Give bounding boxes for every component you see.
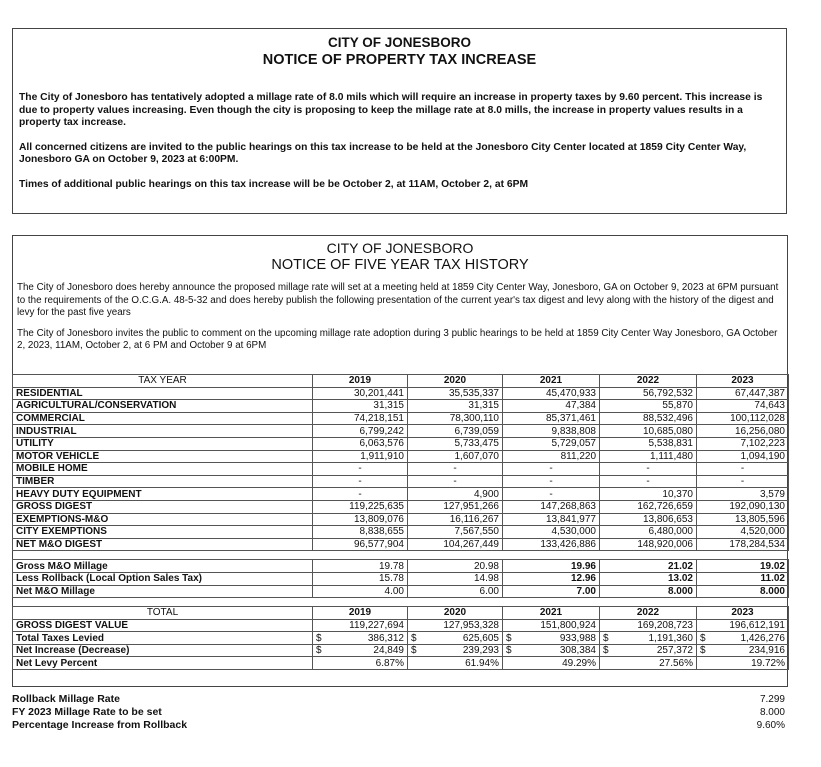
table-cell: 1,094,190 (697, 450, 789, 463)
total-header-row (13, 607, 789, 620)
row-label: MOBILE HOME (13, 463, 313, 476)
table-cell: 9,838,808 (503, 425, 600, 438)
rollback-value: 7.299 (759, 694, 785, 705)
tax-digest-table (12, 374, 789, 670)
table-cell: 31,315 (408, 400, 503, 413)
row-label: RESIDENTIAL (13, 387, 313, 400)
table-cell: 19.78 (313, 560, 408, 573)
row-label: CITY EXEMPTIONS (13, 526, 313, 539)
rollback-row (12, 706, 785, 719)
table-cell (313, 632, 408, 645)
table-cell: 119,225,635 (313, 500, 408, 513)
table-row (13, 500, 789, 513)
currency-symbol: $ (603, 645, 609, 657)
row-label: HEAVY DUTY EQUIPMENT (13, 488, 313, 501)
money-amount: 933,988 (559, 632, 596, 644)
notice1-city: CITY OF JONESBORO (327, 35, 472, 50)
currency-symbol: $ (316, 632, 322, 644)
row-label: Net M&O Millage (13, 585, 313, 598)
table-cell (697, 644, 789, 657)
table-cell: - (600, 475, 697, 488)
table-cell: - (697, 475, 789, 488)
row-label: Net Levy Percent (13, 657, 313, 670)
property-tax-increase-notice (12, 28, 787, 214)
table-cell: 8.000 (600, 585, 697, 598)
table-cell: 192,090,130 (697, 500, 789, 513)
table-cell (503, 632, 600, 645)
table-cell: 13,841,977 (503, 513, 600, 526)
table-cell (408, 644, 503, 657)
table-cell: 196,612,191 (697, 619, 789, 632)
spacer-cell (313, 551, 408, 560)
table-cell: 10,370 (600, 488, 697, 501)
table-row (13, 387, 789, 400)
table-cell: 45,470,933 (503, 387, 600, 400)
row-label: Less Rollback (Local Option Sales Tax) (13, 572, 313, 585)
table-cell: 1,607,070 (408, 450, 503, 463)
table-cell: 8.000 (697, 585, 789, 598)
row-label: Total Taxes Levied (13, 632, 313, 645)
notice1-paragraph-3: Times of additional public hearings on this tax increase will be be October 2, at 11AM, October 2, at 6PM (19, 178, 529, 190)
gross-digest-value-row (13, 619, 789, 632)
table-cell: 16,116,267 (408, 513, 503, 526)
table-row (13, 425, 789, 438)
table-cell: - (408, 475, 503, 488)
millage-row (13, 560, 789, 573)
rollback-value: 8.000 (759, 707, 785, 718)
table-cell: - (313, 463, 408, 476)
table-cell: 19.02 (697, 560, 789, 573)
row-label: UTILITY (13, 437, 313, 450)
table-cell: 119,227,694 (313, 619, 408, 632)
money-amount: 625,605 (462, 632, 499, 644)
table-header-row (13, 375, 789, 388)
table-cell: 7,567,550 (408, 526, 503, 539)
table-cell: 74,643 (697, 400, 789, 413)
table-cell: 148,920,006 (600, 538, 697, 551)
table-spacer (13, 551, 789, 560)
year-header: 2022 (600, 607, 697, 620)
notice1-paragraph-2: All concerned citizens are invited to the public hearings on this tax increase to be held at the Jonesboro City Center located at 1859 City Center Way, Jonesboro GA on October 9, 2023 at 6:00PM. (19, 141, 747, 165)
year-header: 2020 (408, 375, 503, 388)
row-label: EXEMPTIONS-M&O (13, 513, 313, 526)
spacer-cell (408, 551, 503, 560)
currency-value (506, 633, 596, 644)
row-label: MOTOR VEHICLE (13, 450, 313, 463)
table-cell: 74,218,151 (313, 412, 408, 425)
table-cell: 6.87% (313, 657, 408, 670)
money-amount: 1,426,276 (740, 632, 785, 644)
table-row (13, 400, 789, 413)
table-cell (503, 644, 600, 657)
table-cell: 21.02 (600, 560, 697, 573)
notice1-paragraph-1: The City of Jonesboro has tentatively adopted a millage rate of 8.0 mils which will require an increase in property taxes by 9.60 percent. This increase is due to property values increasing. Even though the city is proposing to keep the millage rate at 8.0 mills, the increase in property values results in a property tax increase. (19, 92, 763, 128)
year-header: 2021 (503, 607, 600, 620)
currency-symbol: $ (411, 632, 417, 644)
row-label: GROSS DIGEST VALUE (13, 619, 313, 632)
table-cell: 61.94% (408, 657, 503, 670)
currency-value (603, 645, 693, 656)
spacer-cell (600, 598, 697, 607)
table-cell (408, 632, 503, 645)
total-header: TOTAL (13, 607, 313, 620)
spacer-cell (13, 551, 313, 560)
spacer-cell (408, 598, 503, 607)
table-cell: 7,102,223 (697, 437, 789, 450)
table-cell: 4,530,000 (503, 526, 600, 539)
rollback-label: Percentage Increase from Rollback (12, 719, 188, 731)
year-header: 2019 (313, 375, 408, 388)
table-cell: - (313, 488, 408, 501)
currency-symbol: $ (506, 645, 512, 657)
table-cell: 6,480,000 (600, 526, 697, 539)
table-cell: 96,577,904 (313, 538, 408, 551)
currency-symbol: $ (700, 645, 706, 657)
table-cell: 5,733,475 (408, 437, 503, 450)
table-row (13, 475, 789, 488)
row-label: INDUSTRIAL (13, 425, 313, 438)
money-amount: 24,849 (373, 645, 404, 657)
table-cell: 13,805,596 (697, 513, 789, 526)
table-cell: 178,284,534 (697, 538, 789, 551)
table-cell: 8,838,655 (313, 526, 408, 539)
rollback-label: Rollback Millage Rate (12, 693, 120, 705)
spacer-cell (13, 598, 313, 607)
table-row (13, 538, 789, 551)
table-cell: 7.00 (503, 585, 600, 598)
table-cell: 20.98 (408, 560, 503, 573)
table-cell: 13,809,076 (313, 513, 408, 526)
table-cell: - (600, 463, 697, 476)
spacer-cell (503, 551, 600, 560)
currency-value (506, 645, 596, 656)
table-cell: 1,911,910 (313, 450, 408, 463)
table-cell: 13,806,653 (600, 513, 697, 526)
currency-value (700, 633, 785, 644)
money-row (13, 644, 789, 657)
currency-symbol: $ (411, 645, 417, 657)
table-cell: 15.78 (313, 572, 408, 585)
table-cell: 13.02 (600, 572, 697, 585)
year-header: 2022 (600, 375, 697, 388)
table-cell: 30,201,441 (313, 387, 408, 400)
notice2-paragraph-1: The City of Jonesboro does hereby announce the proposed millage rate will set at a meeting held at 1859 City Center Way, Jonesboro, GA on October 9, 2023 at 6PM pursuant to the requirements of the O.C.G.A. 48-5-32 and does hereby publish the following presentation of the current year's tax digest and levy along with the history of the digest and levy for the past five years (17, 282, 779, 318)
table-cell: 151,800,924 (503, 619, 600, 632)
row-label: AGRICULTURAL/CONSERVATION (13, 400, 313, 413)
money-amount: 257,372 (656, 645, 693, 657)
tax-year-header: TAX YEAR (13, 375, 313, 388)
year-header: 2023 (697, 607, 789, 620)
spacer-cell (503, 598, 600, 607)
table-cell: 19.72% (697, 657, 789, 670)
table-row (13, 488, 789, 501)
row-label: Net Increase (Decrease) (13, 644, 313, 657)
table-cell: 162,726,659 (600, 500, 697, 513)
table-cell: 147,268,863 (503, 500, 600, 513)
year-header: 2020 (408, 607, 503, 620)
table-cell: 133,426,886 (503, 538, 600, 551)
money-amount: 234,916 (748, 645, 785, 657)
table-cell: 10,685,080 (600, 425, 697, 438)
table-cell: 11.02 (697, 572, 789, 585)
table-row (13, 513, 789, 526)
money-amount: 386,312 (367, 632, 404, 644)
rollback-row (12, 693, 785, 706)
table-cell (697, 632, 789, 645)
currency-value (411, 645, 499, 656)
table-cell: 55,870 (600, 400, 697, 413)
table-cell: 78,300,110 (408, 412, 503, 425)
table-cell: 811,220 (503, 450, 600, 463)
notice2-city: CITY OF JONESBORO (326, 240, 474, 256)
table-cell: 6.00 (408, 585, 503, 598)
table-cell: 88,532,496 (600, 412, 697, 425)
table-cell: 67,447,387 (697, 387, 789, 400)
table-cell: 12.96 (503, 572, 600, 585)
rollback-label: FY 2023 Millage Rate to be set (12, 706, 162, 718)
table-row (13, 526, 789, 539)
table-row (13, 437, 789, 450)
currency-value (700, 645, 785, 656)
currency-value (316, 633, 404, 644)
millage-row (13, 585, 789, 598)
table-cell: - (503, 463, 600, 476)
table-cell: 104,267,449 (408, 538, 503, 551)
table-cell: 35,535,337 (408, 387, 503, 400)
table-cell: 127,953,328 (408, 619, 503, 632)
currency-symbol: $ (506, 632, 512, 644)
table-cell: 31,315 (313, 400, 408, 413)
table-cell: 47,384 (503, 400, 600, 413)
rollback-summary (12, 693, 785, 732)
table-cell: 19.96 (503, 560, 600, 573)
table-spacer (13, 598, 789, 607)
currency-value (603, 633, 693, 644)
table-cell: - (408, 463, 503, 476)
currency-symbol: $ (700, 632, 706, 644)
table-cell: 1,111,480 (600, 450, 697, 463)
table-cell: 6,739,059 (408, 425, 503, 438)
money-amount: 1,191,360 (648, 632, 693, 644)
row-label: NET M&O DIGEST (13, 538, 313, 551)
table-cell: 100,112,028 (697, 412, 789, 425)
row-label: COMMERCIAL (13, 412, 313, 425)
row-label: TIMBER (13, 475, 313, 488)
table-cell: 4,900 (408, 488, 503, 501)
table-cell: 3,579 (697, 488, 789, 501)
table-cell: 4,520,000 (697, 526, 789, 539)
row-label: GROSS DIGEST (13, 500, 313, 513)
currency-value (316, 645, 404, 656)
notice2-paragraph-2: The City of Jonesboro invites the public to comment on the upcoming millage rate adoption during 3 public hearings to be held at 1859 City Center Way Jonesboro, GA October 2, 2023, 11AM, October 2, at 6 PM and October 9 at 6PM (17, 327, 778, 351)
currency-symbol: $ (603, 632, 609, 644)
table-cell: - (503, 475, 600, 488)
table-cell: - (697, 463, 789, 476)
table-cell: 5,538,831 (600, 437, 697, 450)
money-row (13, 632, 789, 645)
table-cell: 85,371,461 (503, 412, 600, 425)
table-cell: - (503, 488, 600, 501)
year-header: 2019 (313, 607, 408, 620)
row-label: Gross M&O Millage (13, 560, 313, 573)
spacer-cell (313, 598, 408, 607)
table-cell: 49.29% (503, 657, 600, 670)
money-amount: 308,384 (559, 645, 596, 657)
table-cell: 27.56% (600, 657, 697, 670)
spacer-cell (600, 551, 697, 560)
table-cell (600, 632, 697, 645)
spacer-cell (697, 598, 789, 607)
rollback-row (12, 719, 785, 732)
table-cell: 169,208,723 (600, 619, 697, 632)
five-year-tax-history-notice (12, 235, 788, 687)
table-cell: 4.00 (313, 585, 408, 598)
table-cell: - (313, 475, 408, 488)
table-cell: 6,063,576 (313, 437, 408, 450)
table-row (13, 450, 789, 463)
table-row (13, 463, 789, 476)
year-header: 2023 (697, 375, 789, 388)
table-cell: 16,256,080 (697, 425, 789, 438)
table-row (13, 412, 789, 425)
notice2-title: NOTICE OF FIVE YEAR TAX HISTORY (271, 257, 529, 273)
table-cell: 6,799,242 (313, 425, 408, 438)
notice1-title: NOTICE OF PROPERTY TAX INCREASE (262, 52, 537, 68)
spacer-cell (697, 551, 789, 560)
table-cell: 14.98 (408, 572, 503, 585)
table-cell (600, 644, 697, 657)
net-levy-row (13, 657, 789, 670)
table-cell: 127,951,266 (408, 500, 503, 513)
millage-row (13, 572, 789, 585)
currency-value (411, 633, 499, 644)
table-cell (313, 644, 408, 657)
table-cell: 5,729,057 (503, 437, 600, 450)
year-header: 2021 (503, 375, 600, 388)
money-amount: 239,293 (462, 645, 499, 657)
table-cell: 56,792,532 (600, 387, 697, 400)
currency-symbol: $ (316, 645, 322, 657)
rollback-value: 9.60% (756, 720, 785, 731)
